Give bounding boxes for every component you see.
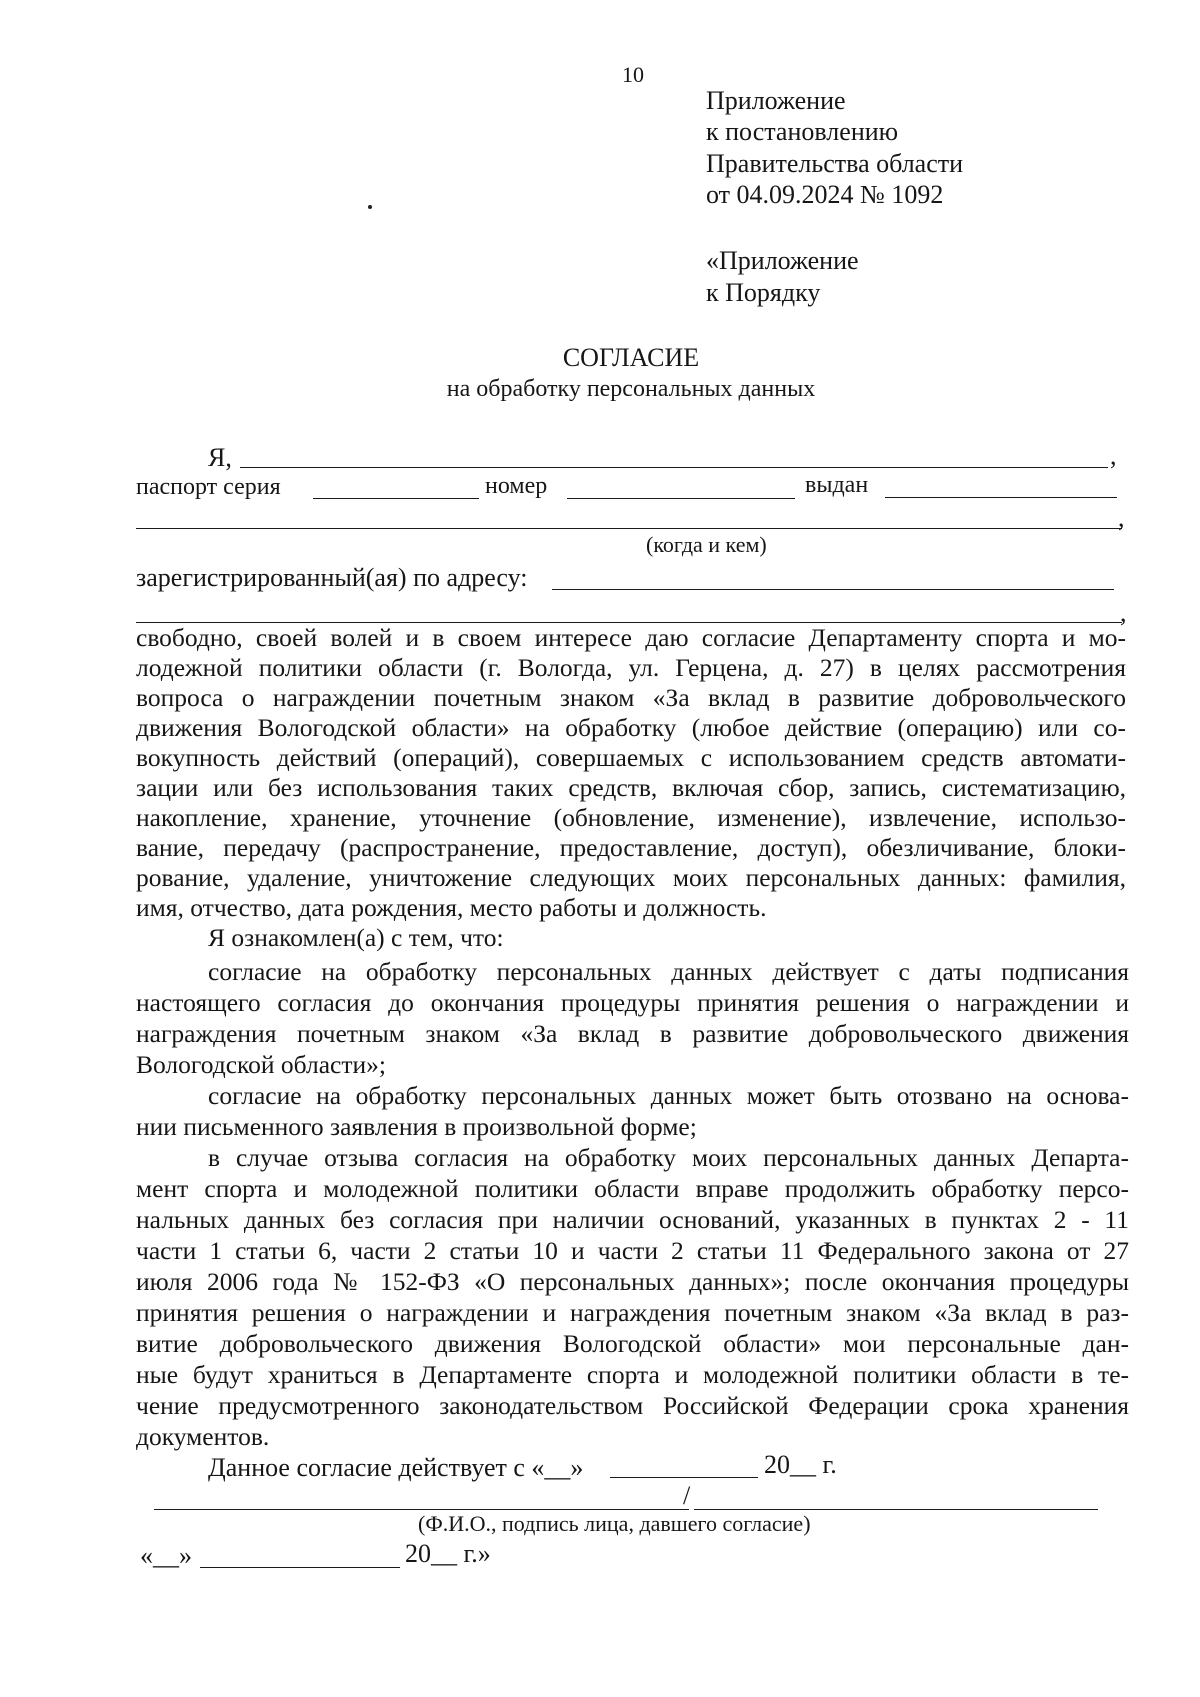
text-line: движения Вологодской области» на обработку (любое действие (операцию) или со- <box>136 713 1126 742</box>
comma: , <box>1118 503 1125 532</box>
signature-field[interactable] <box>694 1509 1098 1510</box>
comma: , <box>1120 598 1127 627</box>
text-line: витие добровольческого движения Вологодской области» мои персональные дан- <box>136 1329 1129 1358</box>
passport-number-label: номер <box>485 473 548 499</box>
text-line: награждения почетным знаком «За вклад в развитие добровольческого движения <box>136 1019 1129 1048</box>
text-line: мент спорта и молодежной политики области вправе продолжить обработку персо- <box>136 1174 1129 1203</box>
valid-from-label: Данное согласие действует с «__» <box>208 1453 584 1482</box>
text-line: принятия решения о награждении и награждения почетным знаком «За вклад в раз- <box>136 1298 1129 1327</box>
issued-label: выдан <box>805 472 869 498</box>
issued-continuation-field[interactable] <box>136 528 1122 529</box>
text-line: зации или без использования таких средств, включая сбор, запись, систематизацию, <box>136 773 1126 802</box>
header-line: к постановлению <box>706 117 899 146</box>
comma: , <box>1110 441 1117 470</box>
passport-series-field[interactable] <box>313 498 479 499</box>
i-label: Я, <box>208 443 232 472</box>
valid-from-month-field[interactable] <box>610 1477 758 1478</box>
text-line: части 1 статьи 6, части 2 статьи 10 и части 2 статьи 11 Федерального закона от 27 <box>136 1236 1129 1265</box>
text-line: в случае отзыва согласия на обработку моих персональных данных Департа- <box>208 1143 1129 1172</box>
text-line: лодежной политики области (г. Вологда, ул. Герцена, д. 27) в целях рассмотрения <box>136 653 1126 682</box>
full-name-field[interactable] <box>240 467 1108 468</box>
text-line: накопление, хранение, уточнение (обновление, изменение), извлечение, использо- <box>136 803 1126 832</box>
issued-field[interactable] <box>885 497 1117 498</box>
text-line: нальных данных без согласия при наличии оснований, указанных в пунктах 2 - 11 <box>136 1205 1129 1234</box>
text-line: настоящего согласия до окончания процедуры принятия решения о награждении и <box>136 988 1129 1017</box>
text-line: согласие на обработку персональных данных действует с даты подписания <box>208 957 1129 986</box>
header-line: Правительства области <box>706 149 964 178</box>
text-line: вание, передачу (распространение, предоставление, доступ), обезличивание, блоки- <box>136 833 1126 862</box>
text-line: имя, отчество, дата рождения, место работы и должность. <box>136 893 767 922</box>
header-line: от 04.09.2024 № 1092 <box>706 180 944 209</box>
text-line: июля 2006 года № 152-ФЗ «О персональных данных»; после окончания процедуры <box>136 1267 1129 1296</box>
date-year: 20__ г.» <box>405 1539 491 1568</box>
text-line: согласие на обработку персональных данных может быть отозвано на основа- <box>208 1081 1129 1110</box>
registered-address-label: зарегистрированный(ая) по адресу: <box>136 563 528 592</box>
scan-speck <box>368 205 372 209</box>
signature-hint: (Ф.И.О., подпись лица, давшего согласие) <box>418 1511 811 1536</box>
date-day: «__» <box>140 1541 192 1570</box>
when-by-whom-hint: (когда и кем) <box>646 532 767 557</box>
header-subline: к Порядку <box>706 278 821 307</box>
text-line: нии письменного заявления в произвольной форме; <box>136 1112 697 1141</box>
text-line: свободно, своей волей и в своем интересе даю согласие Департаменту спорта и мо- <box>136 623 1126 652</box>
address-field[interactable] <box>552 589 1114 590</box>
document-subtitle: на обработку персональных данных <box>446 376 816 402</box>
text-line: чение предусмотренного законодательством Российской Федерации срока хранения <box>136 1391 1129 1420</box>
signature-separator: / <box>683 1481 691 1510</box>
passport-number-field[interactable] <box>567 498 795 499</box>
text-line: вопроса о награждении почетным знаком «За вклад в развитие добровольческого <box>136 683 1126 712</box>
valid-from-year: 20__ г. <box>764 1450 837 1479</box>
acquainted-statement: Я ознакомлен(а) с тем, что: <box>208 923 504 952</box>
signature-name-field[interactable] <box>154 1509 689 1510</box>
text-line: рование, удаление, уничтожение следующих моих персональных данных: фамилия, <box>136 863 1126 892</box>
page-number: 10 <box>622 62 644 87</box>
header-line: Приложение <box>706 86 846 115</box>
passport-series-label: паспорт серия <box>136 474 281 500</box>
text-line: Вологодской области»; <box>136 1050 386 1079</box>
text-line: ные будут храниться в Департаменте спорта и молодежной политики области в те- <box>136 1360 1129 1389</box>
header-subline: «Приложение <box>706 246 859 275</box>
date-month-field[interactable] <box>200 1567 400 1568</box>
document-title: СОГЛАСИЕ <box>562 343 700 372</box>
text-line: документов. <box>136 1422 270 1451</box>
text-line: вокупность действий (операций), совершаемых с использованием средств автомати- <box>136 743 1126 772</box>
